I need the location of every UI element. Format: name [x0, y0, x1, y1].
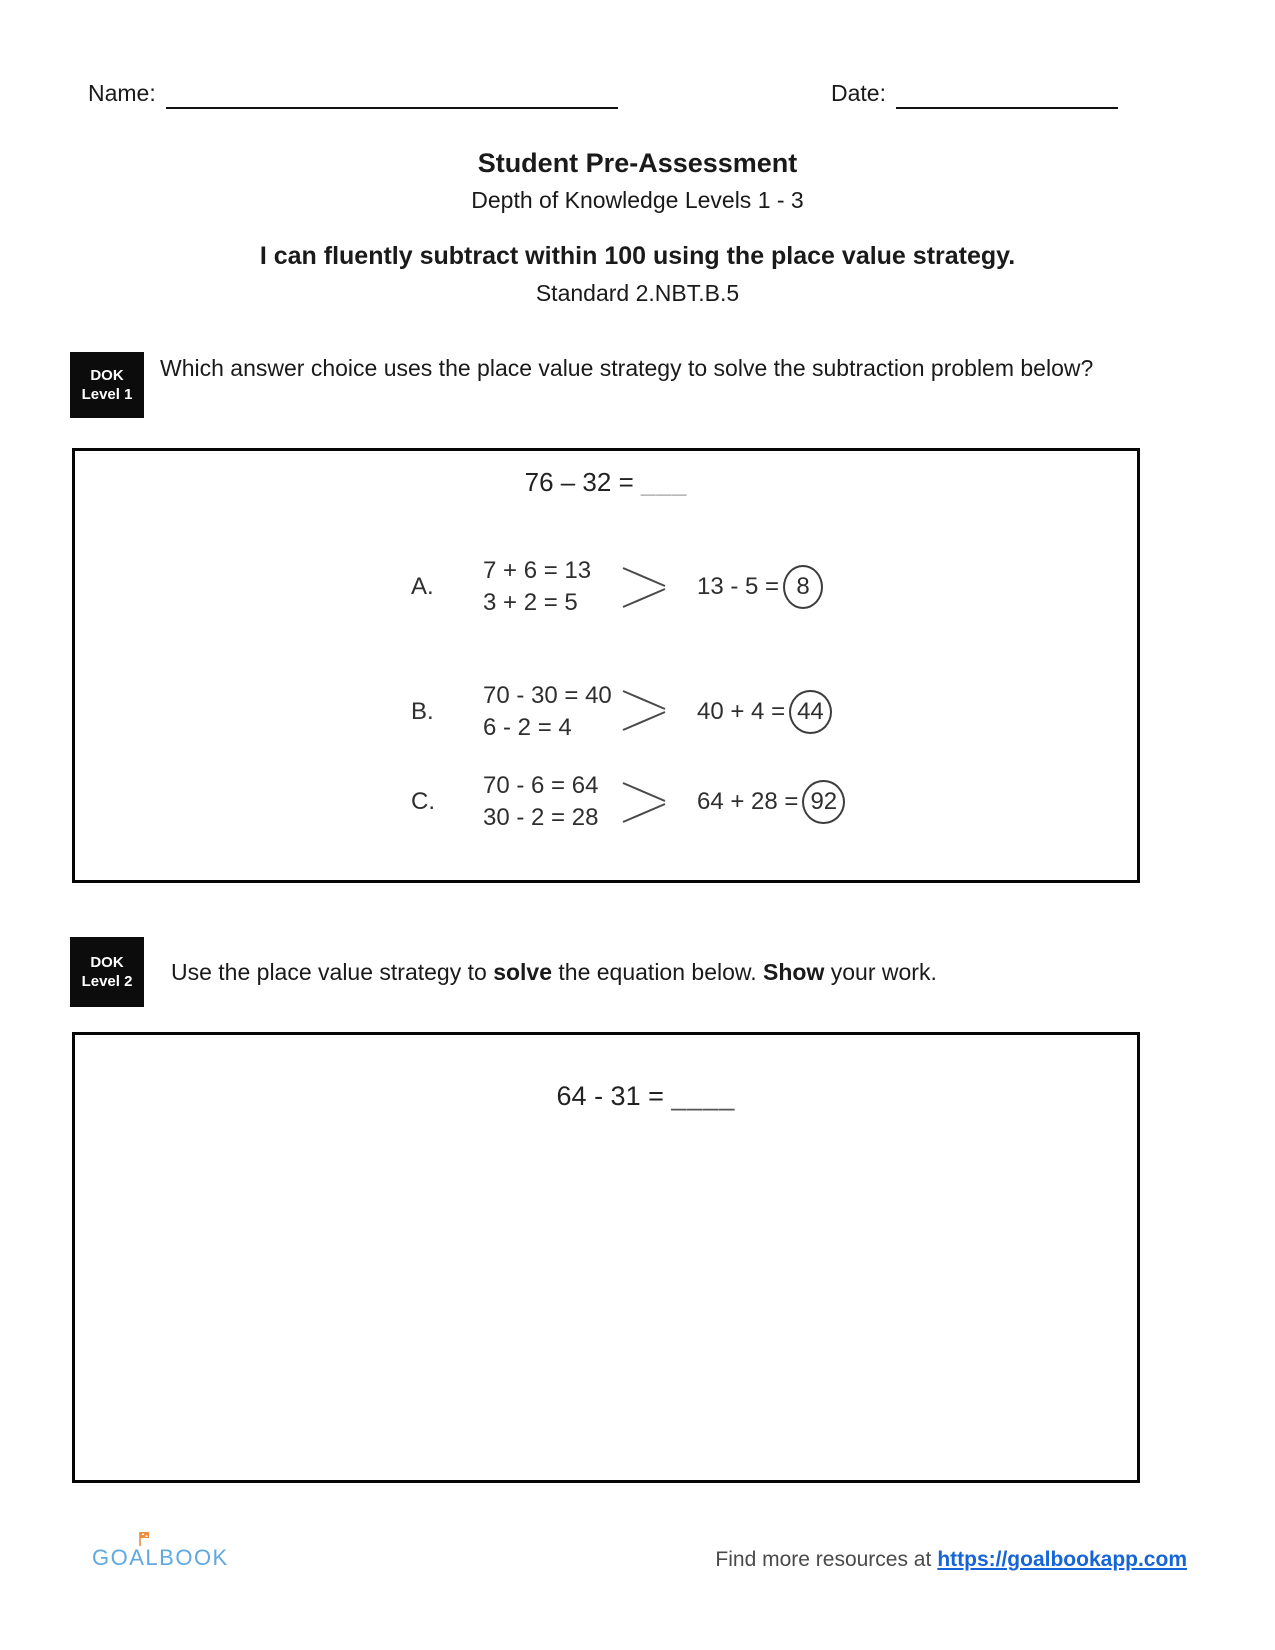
instruction-bold-show: Show — [763, 958, 825, 985]
page-subtitle: Depth of Knowledge Levels 1 - 3 — [471, 187, 804, 213]
equation-1-text: 76 – 32 = — [524, 467, 641, 497]
choice-b-line2: 6 - 2 = 4 — [483, 714, 572, 741]
choice-b-result-text: 40 + 4 = — [697, 698, 786, 725]
choice-c-line2: 30 - 2 = 28 — [483, 804, 599, 831]
goalbook-link[interactable]: https://goalbookapp.com — [937, 1548, 1187, 1571]
logo-text-go: GO — [92, 1545, 130, 1570]
logo-text-lbook: LBOOK — [145, 1545, 229, 1570]
dok-level-1-badge — [70, 352, 144, 418]
dok-badge-line1: DOK — [90, 954, 124, 971]
dok-badge-line2: Level 2 — [81, 973, 133, 990]
question-1-text: Which answer choice uses the place value strategy to solve the subtraction problem below? — [160, 355, 1094, 381]
dok-level-2-section — [70, 937, 937, 1007]
problem-2-equation — [115, 1081, 1177, 1112]
standard-label: Standard 2.NBT.B.5 — [535, 280, 740, 306]
goalbook-logo — [92, 1545, 229, 1571]
circled-answer: 8 — [783, 565, 823, 609]
angle-bracket-icon — [621, 779, 669, 825]
choice-b-label: B. — [411, 698, 434, 725]
logo-text-a: A — [129, 1545, 146, 1570]
choice-a-line2: 3 + 2 = 5 — [483, 589, 578, 616]
choice-c-result — [697, 780, 845, 824]
equation-2-text: 64 - 31 = — [556, 1081, 672, 1111]
dok-badge-line1: DOK — [90, 367, 124, 384]
choice-a-result-text: 13 - 5 = — [697, 573, 780, 600]
instruction-bold-solve: solve — [493, 958, 553, 985]
angle-bracket-icon — [621, 564, 669, 610]
choice-a-work — [483, 555, 613, 619]
problem-1-equation — [75, 467, 1137, 498]
choice-a-result — [697, 565, 823, 609]
choice-c-result-text: 64 + 28 = — [697, 788, 799, 815]
question-2-text — [171, 959, 937, 986]
equation-2-blank: ____ — [671, 1081, 736, 1111]
instruction-part2: the equation below. — [552, 958, 764, 985]
instruction-part3: your work. — [824, 958, 937, 985]
choice-c — [411, 770, 845, 834]
choice-c-label: C. — [411, 788, 435, 815]
choice-a-line1: 7 + 6 = 13 — [483, 557, 592, 584]
choice-b — [411, 680, 832, 744]
goal-block — [0, 242, 1275, 307]
name-label: Name: — [88, 80, 156, 106]
choice-a-label: A. — [411, 573, 434, 600]
angle-bracket-icon — [621, 687, 669, 733]
dok-level-2-badge — [70, 937, 144, 1007]
choice-b-result — [697, 690, 832, 734]
choice-a — [411, 555, 823, 619]
learning-goal: I can fluently subtract within 100 using the place value strategy. — [259, 242, 1016, 270]
choice-b-line1: 70 - 30 = 40 — [483, 682, 612, 709]
date-label: Date: — [831, 80, 886, 106]
page-title: Student Pre-Assessment — [477, 148, 798, 178]
date-field — [831, 80, 1118, 109]
dok-level-1-section — [70, 352, 1110, 418]
date-blank-line — [896, 83, 1118, 109]
equation-1-blank: ___ — [641, 467, 688, 497]
title-block — [0, 148, 1275, 214]
circled-answer: 92 — [802, 780, 845, 824]
problem-1-box — [72, 448, 1140, 883]
circled-answer: 44 — [789, 690, 832, 734]
dok-badge-line2: Level 1 — [81, 386, 133, 403]
name-blank-line — [166, 83, 618, 109]
footer-note — [715, 1548, 1187, 1572]
problem-2-box — [72, 1032, 1140, 1483]
footer-resources-text: Find more resources at — [715, 1548, 932, 1571]
name-field — [88, 80, 618, 109]
flag-icon — [138, 1531, 151, 1547]
choice-b-work — [483, 680, 613, 744]
choice-c-work — [483, 770, 613, 834]
instruction-part1: Use the place value strategy to — [171, 958, 494, 985]
choice-c-line1: 70 - 6 = 64 — [483, 772, 599, 799]
header — [88, 80, 1118, 109]
